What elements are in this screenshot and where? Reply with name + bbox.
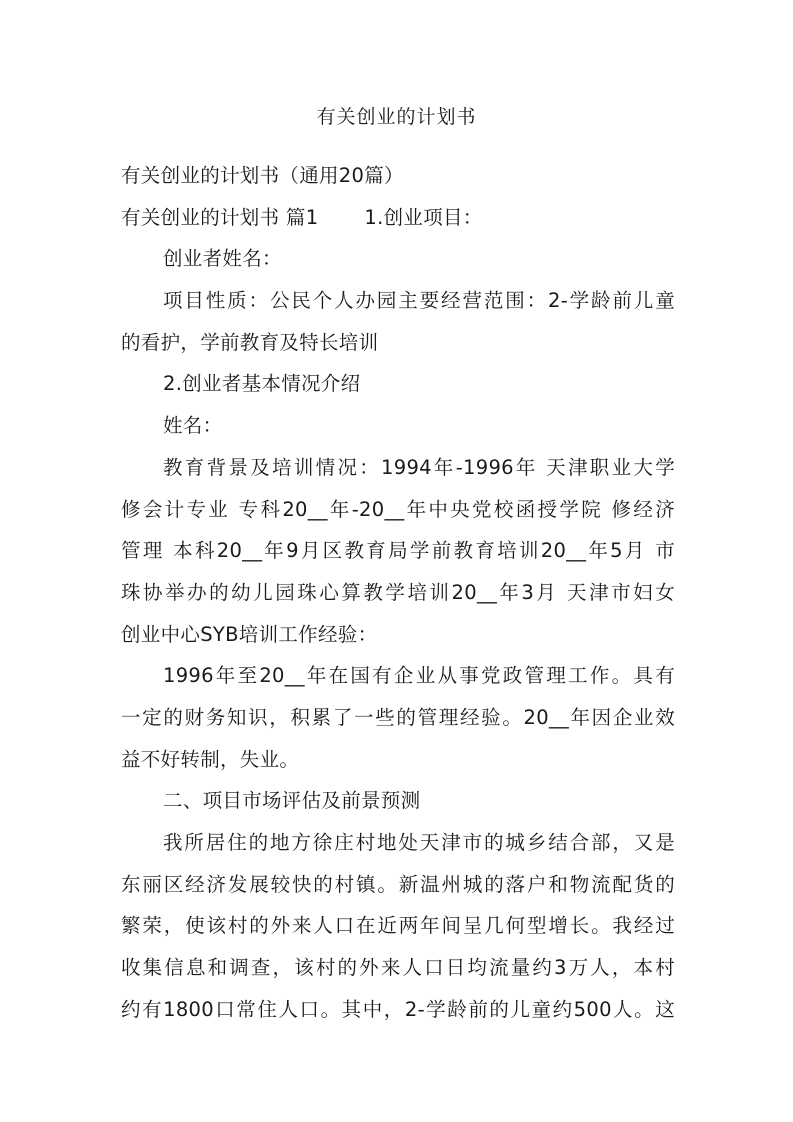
paragraph-line: 修会计专业 专科20__年-20__年中央党校函授学院 修经济 <box>121 497 675 521</box>
document-body <box>121 155 675 1030</box>
paragraph-line: 约有1800口常住人口。其中，2-学龄前的儿童约500人。这 <box>121 997 675 1021</box>
paragraph-line <box>121 197 675 239</box>
paragraph-line: 教育背景及培训情况：1994年-1996年 天津职业大学 <box>163 455 675 479</box>
paragraph-line: 姓名： <box>163 414 223 438</box>
paragraph-line: 繁荣，使该村的外来人口在近两年间呈几何型增长。我经过 <box>121 914 675 938</box>
document-title: 有关创业的计划书 <box>316 106 477 128</box>
paragraph-line: 1996年至20__年在国有企业从事党政管理工作。具有 <box>163 664 675 688</box>
paragraph-line: 管理 本科20__年9月区教育局学前教育培训20__年5月 市 <box>121 539 675 563</box>
paragraph-line: 二、项目市场评估及前景预测 <box>163 789 421 813</box>
paragraph-line: 创业者姓名： <box>163 247 282 271</box>
paragraph-line: 收集信息和调查，该村的外来人口日均流量约3万人，本村 <box>121 956 675 980</box>
paragraph-line: 项目性质：公民个人办园主要经营范围：2-学龄前儿童 <box>163 289 675 313</box>
section-item: 1.创业项目： <box>364 205 483 229</box>
paragraph-line: 珠协举办的幼儿园珠心算教学培训20__年3月 天津市妇女 <box>121 580 675 604</box>
section-heading: 有关创业的计划书 篇1 <box>121 205 319 229</box>
paragraph-line: 的看护，学前教育及特长培训 <box>121 330 379 354</box>
paragraph-line: 有关创业的计划书（通用20篇） <box>121 164 404 187</box>
paragraph-line: 创业中心SYB培训工作经验： <box>121 622 378 646</box>
paragraph-line: 2.创业者基本情况介绍 <box>163 372 361 396</box>
paragraph-line: 一定的财务知识，积累了一些的管理经验。20__年因企业效 <box>121 705 675 729</box>
paragraph-line: 我所居住的地方徐庄村地处天津市的城乡结合部，又是 <box>163 831 675 854</box>
paragraph-line: 东丽区经济发展较快的村镇。新温州城的落户和物流配货的 <box>121 872 675 896</box>
paragraph-line: 益不好转制，失业。 <box>121 747 300 771</box>
